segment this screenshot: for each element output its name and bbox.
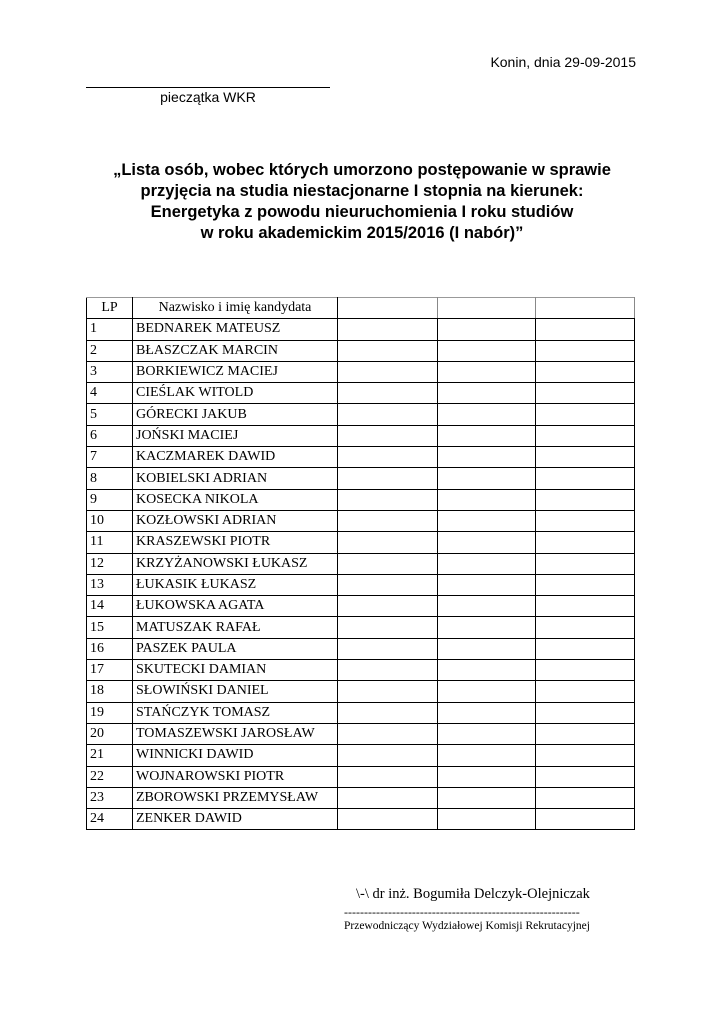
empty-cell	[536, 660, 635, 681]
empty-cell	[338, 532, 438, 553]
candidate-name: BŁASZCZAK MARCIN	[133, 340, 338, 361]
empty-cell	[438, 787, 536, 808]
column-header-lp: LP	[87, 298, 133, 319]
empty-cell	[536, 340, 635, 361]
empty-cell	[338, 681, 438, 702]
candidate-name: WOJNAROWSKI PIOTR	[133, 766, 338, 787]
candidate-name: ZENKER DAWID	[133, 809, 338, 830]
candidate-name: KRZYŻANOWSKI ŁUKASZ	[133, 553, 338, 574]
empty-cell	[438, 340, 536, 361]
empty-cell	[536, 702, 635, 723]
title-line: w roku akademickim 2015/2016 (I nabór)”	[200, 224, 524, 242]
candidate-name: KOBIELSKI ADRIAN	[133, 468, 338, 489]
empty-cell	[536, 447, 635, 468]
empty-cell	[536, 787, 635, 808]
table-row	[87, 681, 635, 702]
signature-line: -----------------------------------------------------------	[344, 905, 580, 919]
table-row	[87, 617, 635, 638]
row-number: 2	[87, 340, 133, 361]
candidate-name: BEDNAREK MATEUSZ	[133, 319, 338, 340]
empty-cell	[338, 404, 438, 425]
table-row	[87, 319, 635, 340]
row-number: 7	[87, 447, 133, 468]
empty-cell	[338, 510, 438, 531]
row-number: 17	[87, 660, 133, 681]
empty-cell	[438, 553, 536, 574]
empty-cell	[438, 404, 536, 425]
empty-cell	[338, 447, 438, 468]
empty-cell	[338, 553, 438, 574]
empty-cell	[438, 574, 536, 595]
column-header-name: Nazwisko i imię kandydata	[133, 298, 338, 319]
empty-cell	[438, 361, 536, 382]
table-row	[87, 787, 635, 808]
table-row	[87, 660, 635, 681]
row-number: 12	[87, 553, 133, 574]
row-number: 13	[87, 574, 133, 595]
candidate-name: JOŃSKI MACIEJ	[133, 425, 338, 446]
empty-cell	[536, 681, 635, 702]
empty-cell	[338, 766, 438, 787]
empty-cell	[438, 596, 536, 617]
column-header-empty	[536, 298, 635, 319]
empty-cell	[338, 383, 438, 404]
table-header-row	[87, 298, 635, 319]
empty-cell	[338, 723, 438, 744]
row-number: 21	[87, 745, 133, 766]
empty-cell	[438, 489, 536, 510]
empty-cell	[438, 319, 536, 340]
empty-cell	[338, 319, 438, 340]
candidate-name: CIEŚLAK WITOLD	[133, 383, 338, 404]
empty-cell	[438, 809, 536, 830]
row-number: 1	[87, 319, 133, 340]
candidate-name: STAŃCZYK TOMASZ	[133, 702, 338, 723]
candidate-name: KRASZEWSKI PIOTR	[133, 532, 338, 553]
candidate-name: KACZMAREK DAWID	[133, 447, 338, 468]
empty-cell	[338, 638, 438, 659]
empty-cell	[338, 468, 438, 489]
row-number: 16	[87, 638, 133, 659]
candidate-name: MATUSZAK RAFAŁ	[133, 617, 338, 638]
table-row	[87, 766, 635, 787]
candidate-name: ŁUKASIK ŁUKASZ	[133, 574, 338, 595]
empty-cell	[338, 745, 438, 766]
empty-cell	[536, 596, 635, 617]
empty-cell	[536, 319, 635, 340]
row-number: 23	[87, 787, 133, 808]
table-row	[87, 404, 635, 425]
empty-cell	[438, 510, 536, 531]
signature-name: \-\ dr inż. Bogumiła Delczyk-Olejniczak	[356, 886, 590, 902]
row-number: 6	[87, 425, 133, 446]
empty-cell	[438, 383, 536, 404]
empty-cell	[338, 809, 438, 830]
table-row	[87, 723, 635, 744]
document-date: Konin, dnia 29-09-2015	[490, 54, 636, 70]
table-row	[87, 425, 635, 446]
row-number: 9	[87, 489, 133, 510]
empty-cell	[536, 468, 635, 489]
empty-cell	[536, 404, 635, 425]
empty-cell	[536, 425, 635, 446]
candidate-name: BORKIEWICZ MACIEJ	[133, 361, 338, 382]
table-row	[87, 574, 635, 595]
document-title	[60, 160, 664, 244]
empty-cell	[438, 425, 536, 446]
empty-cell	[438, 766, 536, 787]
candidates-table	[86, 297, 635, 830]
empty-cell	[438, 638, 536, 659]
candidate-name: KOZŁOWSKI ADRIAN	[133, 510, 338, 531]
empty-cell	[338, 702, 438, 723]
candidate-name: SKUTECKI DAMIAN	[133, 660, 338, 681]
candidate-name: WINNICKI DAWID	[133, 745, 338, 766]
empty-cell	[438, 702, 536, 723]
candidate-name: KOSECKA NIKOLA	[133, 489, 338, 510]
table-row	[87, 489, 635, 510]
empty-cell	[338, 489, 438, 510]
row-number: 15	[87, 617, 133, 638]
candidate-name: ŁUKOWSKA AGATA	[133, 596, 338, 617]
table-row	[87, 468, 635, 489]
row-number: 5	[87, 404, 133, 425]
table-row	[87, 361, 635, 382]
table-row	[87, 447, 635, 468]
empty-cell	[338, 787, 438, 808]
row-number: 3	[87, 361, 133, 382]
table-row	[87, 702, 635, 723]
empty-cell	[438, 447, 536, 468]
empty-cell	[438, 660, 536, 681]
table-row	[87, 510, 635, 531]
candidate-name: SŁOWIŃSKI DANIEL	[133, 681, 338, 702]
empty-cell	[536, 766, 635, 787]
signature-role: Przewodniczący Wydziałowej Komisji Rekrutacyjnej	[344, 920, 590, 932]
table-row	[87, 745, 635, 766]
empty-cell	[536, 383, 635, 404]
table-row	[87, 383, 635, 404]
table-row	[87, 340, 635, 361]
row-number: 4	[87, 383, 133, 404]
column-header-empty	[438, 298, 536, 319]
empty-cell	[536, 617, 635, 638]
column-header-empty	[338, 298, 438, 319]
empty-cell	[536, 553, 635, 574]
empty-cell	[338, 596, 438, 617]
empty-cell	[536, 574, 635, 595]
candidate-name: ZBOROWSKI PRZEMYSŁAW	[133, 787, 338, 808]
table-body	[87, 319, 635, 830]
title-line: „Lista osób, wobec których umorzono postępowanie w sprawie	[113, 161, 611, 179]
empty-cell	[338, 617, 438, 638]
empty-cell	[536, 532, 635, 553]
row-number: 10	[87, 510, 133, 531]
candidate-name: PASZEK PAULA	[133, 638, 338, 659]
table-row	[87, 532, 635, 553]
table-row	[87, 596, 635, 617]
empty-cell	[536, 361, 635, 382]
empty-cell	[338, 574, 438, 595]
row-number: 22	[87, 766, 133, 787]
row-number: 20	[87, 723, 133, 744]
stamp-label: pieczątka WKR	[160, 89, 256, 105]
stamp-line	[86, 87, 330, 88]
empty-cell	[438, 681, 536, 702]
row-number: 14	[87, 596, 133, 617]
empty-cell	[536, 638, 635, 659]
empty-cell	[536, 809, 635, 830]
title-line: Energetyka z powodu nieuruchomienia I roku studiów	[150, 203, 574, 221]
row-number: 19	[87, 702, 133, 723]
candidate-name: TOMASZEWSKI JAROSŁAW	[133, 723, 338, 744]
empty-cell	[536, 745, 635, 766]
candidate-name: GÓRECKI JAKUB	[133, 404, 338, 425]
table-row	[87, 553, 635, 574]
empty-cell	[536, 489, 635, 510]
row-number: 8	[87, 468, 133, 489]
empty-cell	[536, 510, 635, 531]
empty-cell	[338, 361, 438, 382]
empty-cell	[338, 340, 438, 361]
empty-cell	[338, 660, 438, 681]
row-number: 24	[87, 809, 133, 830]
row-number: 11	[87, 532, 133, 553]
table-row	[87, 638, 635, 659]
empty-cell	[338, 425, 438, 446]
empty-cell	[438, 617, 536, 638]
empty-cell	[438, 745, 536, 766]
empty-cell	[438, 468, 536, 489]
empty-cell	[438, 532, 536, 553]
row-number: 18	[87, 681, 133, 702]
table-row	[87, 809, 635, 830]
empty-cell	[536, 723, 635, 744]
title-line: przyjęcia na studia niestacjonarne I stopnia na kierunek:	[140, 182, 584, 200]
empty-cell	[438, 723, 536, 744]
